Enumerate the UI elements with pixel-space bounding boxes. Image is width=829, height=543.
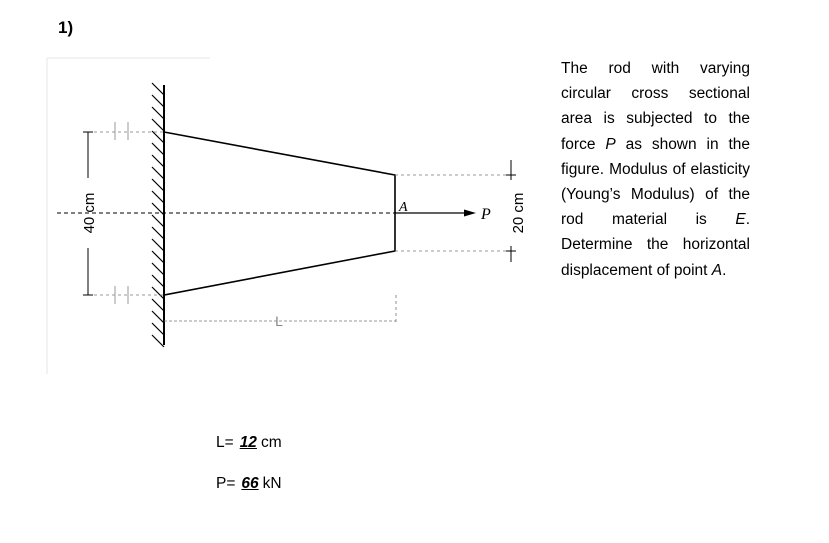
point-symbol: A	[711, 261, 723, 279]
force-param-label: P=	[216, 475, 236, 492]
modulus-symbol: E	[735, 211, 746, 229]
dimension-left-label: 40 cm	[81, 192, 98, 234]
problem-statement	[561, 56, 750, 283]
force-parameter	[216, 475, 282, 493]
force-label: P	[481, 206, 491, 223]
rod-figure	[0, 0, 560, 400]
problem-text: The rod with varying circular cross sectional area is subjected to the force	[561, 60, 750, 153]
point-a-label: A	[399, 200, 408, 215]
force-value: 66	[241, 475, 259, 492]
length-unit: cm	[260, 434, 282, 451]
question-number: 1)	[58, 18, 74, 37]
wall-hatching	[152, 83, 164, 347]
dimension-length-label: L	[275, 313, 283, 329]
force-unit: kN	[262, 475, 282, 492]
length-value: 12	[239, 434, 257, 451]
length-parameter	[216, 434, 282, 452]
force-symbol: P	[605, 135, 616, 153]
tapered-rod	[164, 132, 395, 295]
problem-text: as shown in the figure. Modulus of elasticity (Young’s Modulus) of the rod material is	[561, 135, 750, 229]
dimension-right-label: 20 cm	[510, 192, 527, 234]
force-arrow-head	[464, 210, 476, 217]
length-label: L=	[216, 434, 234, 451]
problem-text: .	[722, 261, 727, 279]
problem-text: . Determine the horizontal displacement of point	[561, 211, 750, 279]
